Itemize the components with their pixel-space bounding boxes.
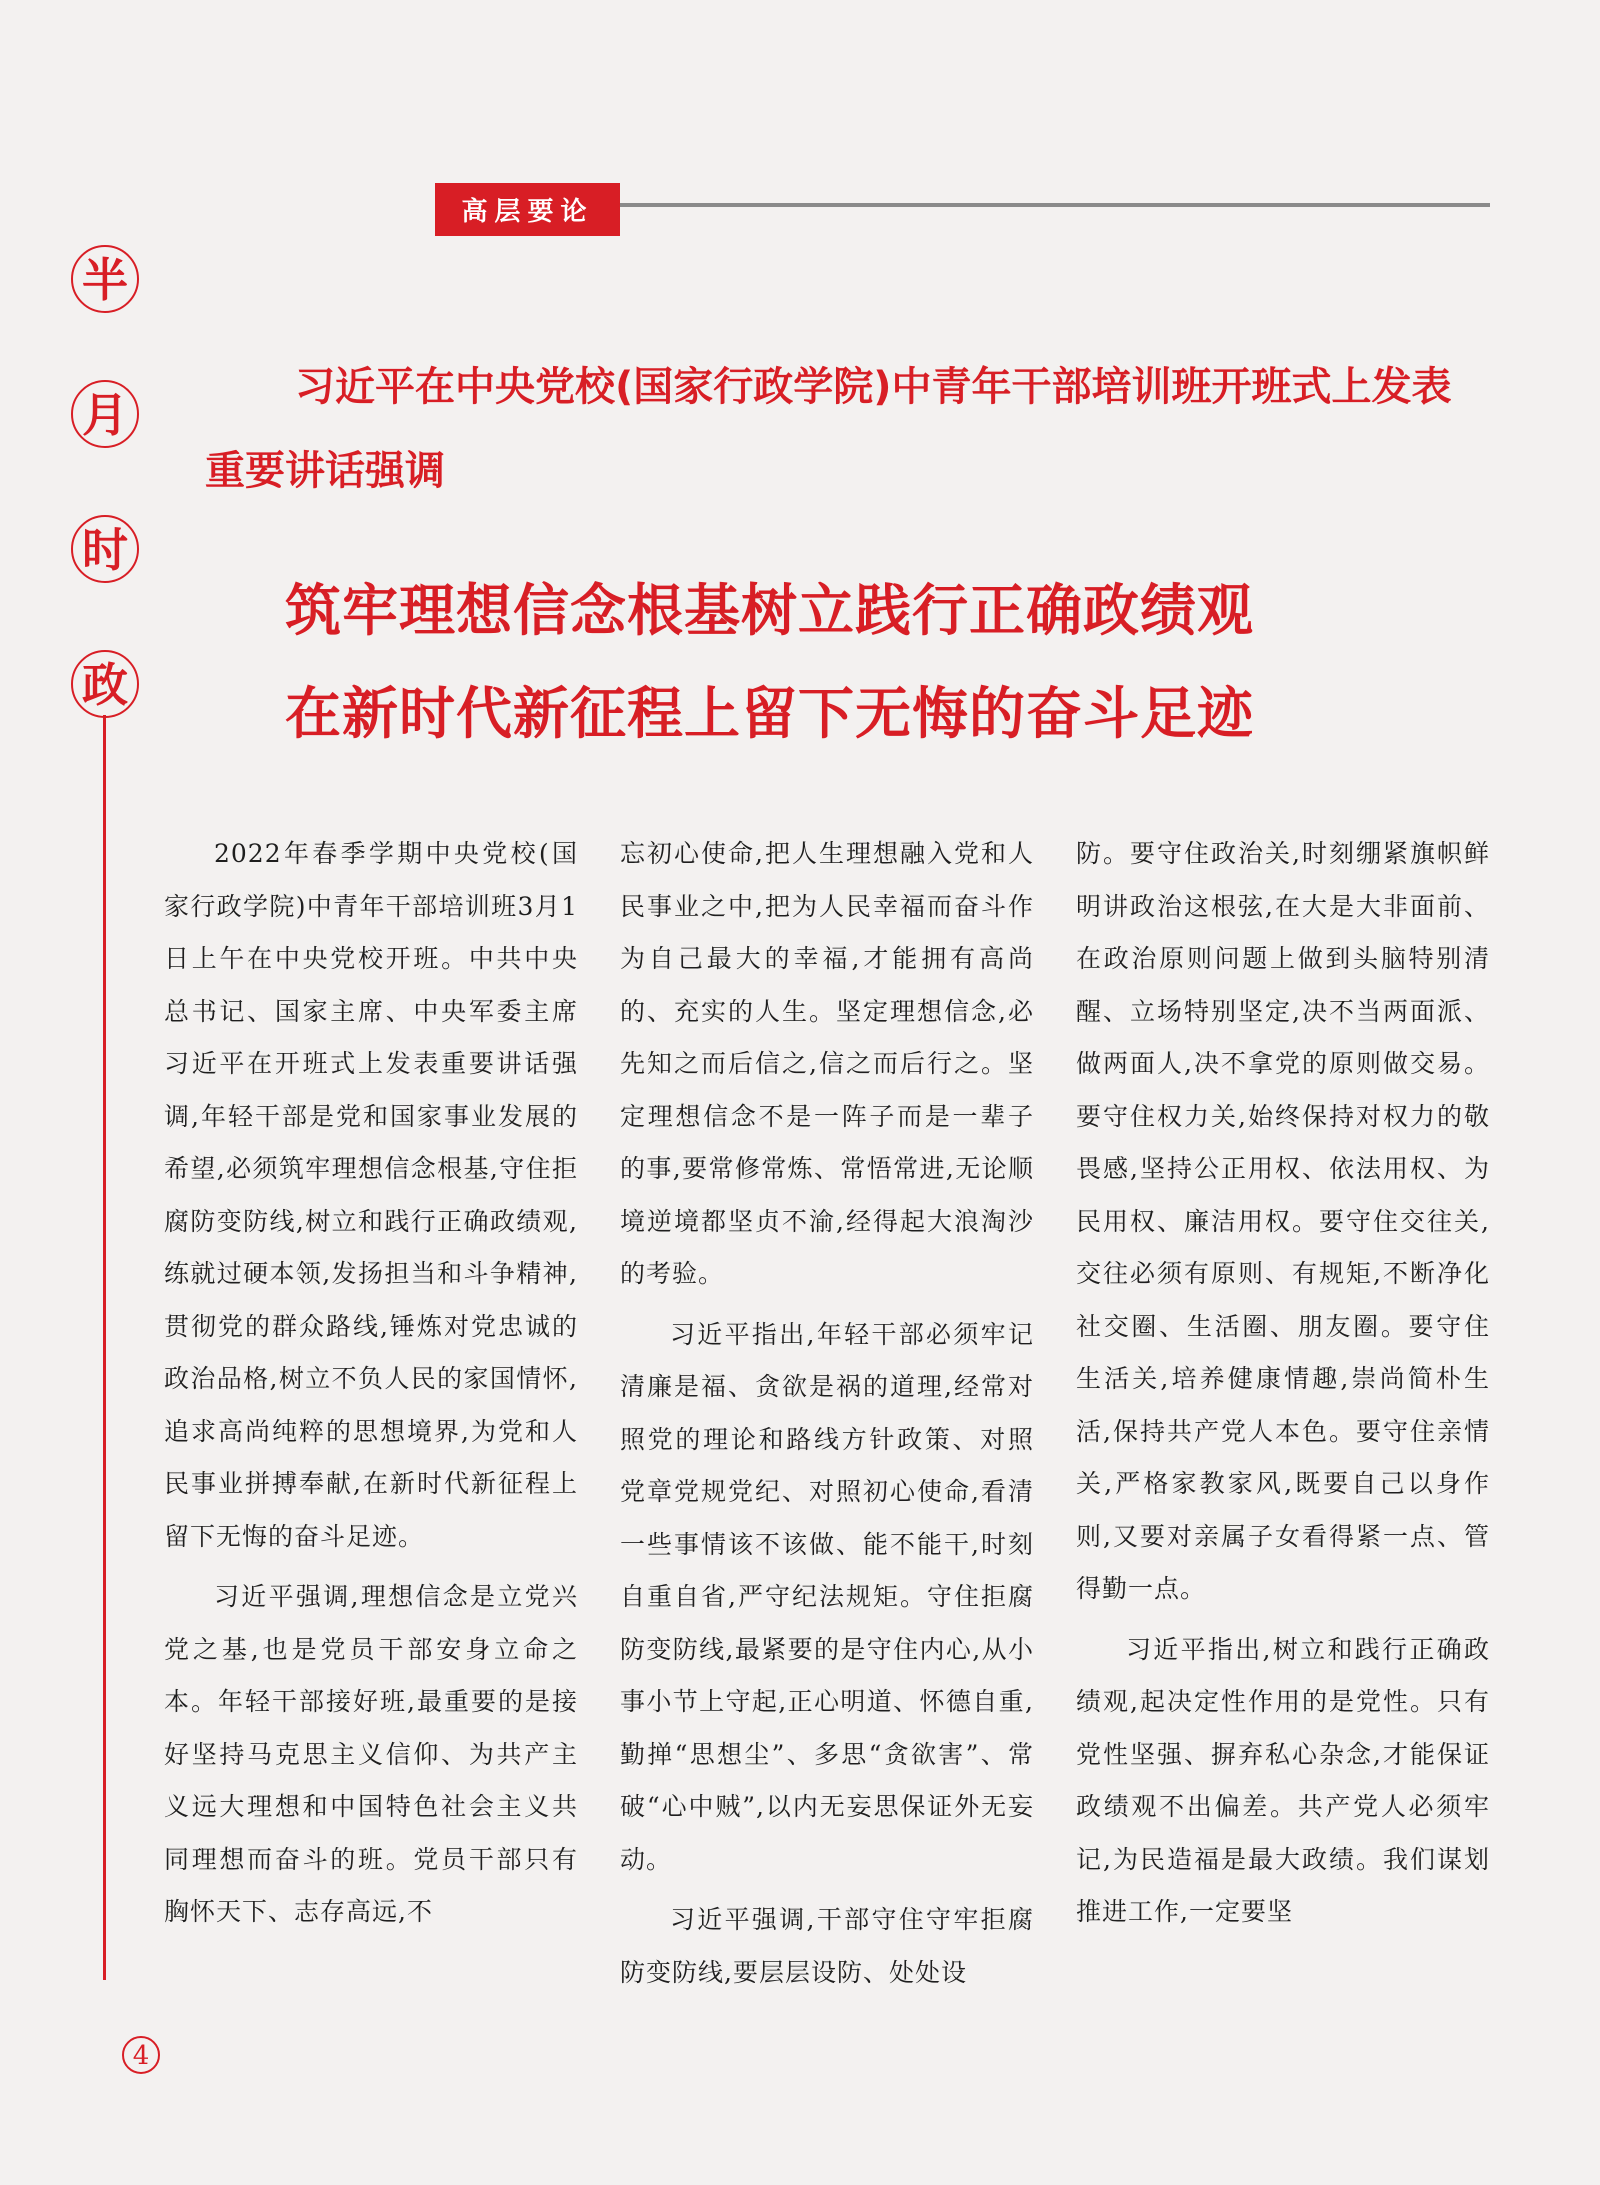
- paragraph: 防。要守住政治关,时刻绷紧旗帜鲜明讲政治这根弦,在大是大非面前、在政治原则问题上做到头脑特别清醒、立场特别坚定,决不当两面派、做两面人,决不拿党的原则做交易。要守住权力关,始终保持对权力的敬畏感,坚持公正用权、依法用权、为民用权、廉洁用权。要守住交往关,交往必须有原则、有规矩,不断净化社交圈、生活圈、朋友圈。要守住生活关,培养健康情趣,崇尚简朴生活,保持共产党人本色。要守住亲情关,严格家教家风,既要自己以身作则,又要对亲属子女看得紧一点、管得勤一点。: [1076, 839, 1490, 1603]
- paragraph: 习近平指出,树立和践行正确政绩观,起决定性作用的是党性。只有党性坚强、摒弃私心杂念,才能保证政绩观不出偏差。共产党人必须牢记,为民造福是最大政绩。我们谋划推进工作,一定要坚: [1076, 1634, 1490, 1926]
- paragraph: 习近平强调,理想信念是立党兴党之基,也是党员干部安身立命之本。年轻干部接好班,最重要的是接好坚持马克思主义信仰、为共产主义远大理想和中国特色社会主义共同理想而奋斗的班。党员干部只有胸怀天下、志存高远,不: [164, 1582, 578, 1926]
- body-column-3: [1076, 828, 1490, 1968]
- brand-vertical-rule: [103, 715, 106, 1980]
- article-subtitle: 习近平在中央党校(国家行政学院)中青年干部培训班开班式上发表重要讲话强调: [205, 364, 1452, 494]
- article-body: [164, 828, 1490, 1987]
- paragraph: 2022年春季学期中央党校(国家行政学院)中青年干部培训班3月1日上午在中央党校开班。中共中央总书记、国家主席、中央军委主席习近平在开班式上发表重要讲话强调,年轻干部是党和国家事业发展的希望,必须筑牢理想信念根基,守住拒腐防变防线,树立和践行正确政绩观,练就过硬本领,发扬担当和斗争精神,贯彻党的群众路线,锤炼对党忠诚的政治品格,树立不负人民的家国情怀,追求高尚纯粹的思想境界,为党和人民事业拼搏奉献,在新时代新征程上留下无悔的奋斗足迹。: [164, 839, 578, 1551]
- paragraph: 忘初心使命,把人生理想融入党和人民事业之中,把为人民幸福而奋斗作为自己最大的幸福,才能拥有高尚的、充实的人生。坚定理想信念,必先知之而后信之,信之而后行之。坚定理想信念不是一阵子而是一辈子的事,要常修常炼、常悟常进,无论顺境逆境都坚贞不渝,经得起大浪淘沙的考验。: [620, 839, 1034, 1288]
- brand-char-4: 政: [71, 650, 139, 718]
- paragraph: 习近平强调,干部守住守牢拒腐防变防线,要层层设防、处处设: [620, 1905, 1034, 1987]
- article-title: [285, 560, 1395, 766]
- brand-char-1: 半: [71, 245, 139, 313]
- brand-column: [65, 245, 145, 785]
- article-title-line-1: 筑牢理想信念根基树立践行正确政绩观: [285, 579, 1254, 644]
- article-title-line-2: 在新时代新征程上留下无悔的奋斗足迹: [285, 682, 1254, 747]
- header-rule: [620, 203, 1490, 207]
- brand-char-3: 时: [71, 515, 139, 583]
- paragraph: 习近平指出,年轻干部必须牢记清廉是福、贪欲是祸的道理,经常对照党的理论和路线方针政策、对照党章党规党纪、对照初心使命,看清一些事情该不该做、能不能干,时刻自重自省,严守纪法规矩。守住拒腐防变防线,最紧要的是守住内心,从小事小节上守起,正心明道、怀德自重,勤掸“思想尘”、多思“贪欲害”、常破“心中贼”,以内无妄思保证外无妄动。: [620, 1319, 1034, 1874]
- body-column-1: [164, 828, 578, 1968]
- section-tag: 高层要论: [435, 183, 620, 236]
- body-column-2: [620, 828, 1034, 1987]
- brand-char-2: 月: [71, 380, 139, 448]
- page-number: 4: [122, 2036, 160, 2074]
